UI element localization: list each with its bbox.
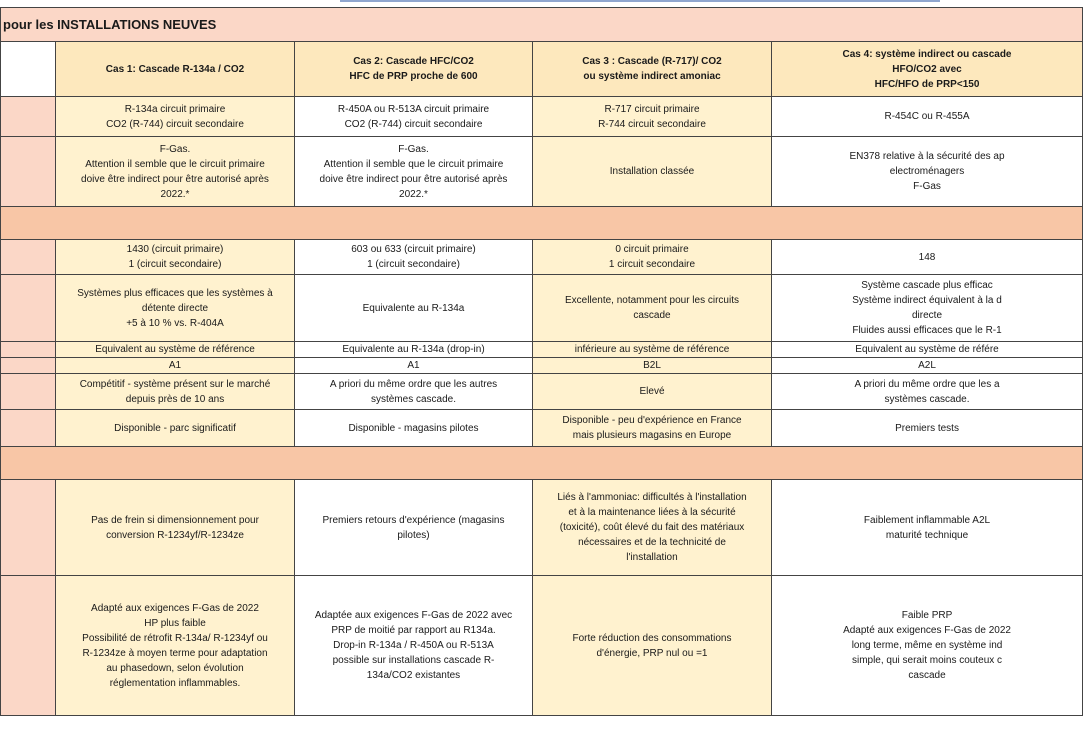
- cell-line: 2022.*: [160, 188, 190, 200]
- cell-line: 134a/CO2 existantes: [366, 670, 461, 681]
- table-cell-cas-2: [295, 240, 533, 275]
- table-cell-cas-1: [56, 275, 295, 342]
- cell-line: Equivalent au système de référe: [855, 344, 999, 355]
- table-cell-cas-4: [772, 97, 1083, 137]
- cell-line: Disponible - peu d'expérience en France: [562, 415, 742, 426]
- table-row: [1, 97, 1083, 137]
- cell-line: cascade: [633, 310, 671, 321]
- table-cell-cas-4: [772, 342, 1083, 358]
- table-title: pour les INSTALLATIONS NEUVES: [1, 8, 1083, 42]
- cell-line: Premiers tests: [895, 422, 959, 434]
- table-cell-cas-1: [56, 374, 295, 410]
- cell-line: systèmes cascade.: [370, 393, 457, 405]
- table-row: [1, 410, 1083, 447]
- header-blank-cell: [1, 42, 56, 97]
- table-row: [1, 137, 1083, 207]
- cell-line: Adapté aux exigences F-Gas de 2022: [843, 625, 1011, 636]
- table-cell-cas-4: [772, 480, 1083, 576]
- cell-line: long terme, même en système ind: [851, 640, 1003, 651]
- table-cell-cas-4: [772, 358, 1083, 374]
- cell-line: R-134a circuit primaire: [124, 103, 226, 115]
- row-label-cell: [1, 97, 56, 137]
- table-row: [1, 240, 1083, 275]
- table-row: [1, 374, 1083, 410]
- cell-line: HP plus faible: [144, 617, 206, 629]
- table-cell-cas-4: [772, 240, 1083, 275]
- cell-line: Systèmes plus efficaces que les systèmes à: [77, 287, 273, 299]
- cell-line: A1: [168, 360, 182, 371]
- cell-line: Disponible - magasins pilotes: [348, 422, 479, 434]
- table-cell-cas-1: [56, 480, 295, 576]
- cell-line: Cas 3 : Cascade (R-717)/ CO2: [582, 56, 722, 67]
- section-band: [1, 207, 1083, 240]
- cell-line: CO2 (R-744) circuit secondaire: [106, 118, 244, 130]
- cell-line: détente directe: [141, 302, 209, 314]
- cell-line: Equivalente au R-134a (drop-in): [342, 344, 485, 355]
- cell-line: 1 (circuit secondaire): [367, 259, 460, 270]
- table-cell-cas-4: [772, 374, 1083, 410]
- cell-line: pilotes): [397, 529, 430, 541]
- table-cell-cas-3: [533, 137, 772, 207]
- table-cell-cas-3: [533, 374, 772, 410]
- cell-line: R-450A ou R-513A circuit primaire: [337, 103, 490, 115]
- table-row: [1, 576, 1083, 716]
- cell-line: HFC/HFO de PRP<150: [874, 78, 980, 90]
- cell-line: Adaptée aux exigences F-Gas de 2022 avec: [314, 610, 513, 621]
- section-band-cell: [1, 207, 1083, 240]
- cell-line: electroménagers: [889, 166, 965, 177]
- table-cell-cas-2: [295, 137, 533, 207]
- cell-line: CO2 (R-744) circuit secondaire: [344, 118, 483, 130]
- column-header-cas-1: [56, 42, 295, 97]
- table-cell-cas-3: [533, 358, 772, 374]
- row-label-cell: [1, 358, 56, 374]
- cell-line: 603 ou 633 (circuit primaire): [351, 244, 476, 255]
- cell-line: Système cascade plus efficac: [861, 280, 993, 291]
- cell-line: directe: [912, 310, 943, 321]
- cell-line: Excellente, notamment pour les circuits: [565, 295, 739, 306]
- cell-line: Pas de frein si dimensionnement pour: [91, 514, 259, 526]
- cell-line: HFO/CO2 avec: [892, 63, 962, 75]
- row-label-cell: [1, 275, 56, 342]
- cell-line: 148: [918, 251, 936, 263]
- cell-line: depuis près de 10 ans: [125, 393, 225, 405]
- cell-line: Compétitif - système présent sur le marché: [79, 378, 271, 390]
- cell-line: Fluides aussi efficaces que le R-1: [852, 325, 1002, 336]
- cell-line: R-1234ze à moyen terme pour adaptation: [82, 647, 268, 659]
- cell-line: ou système indirect amoniac: [583, 71, 721, 82]
- cell-line: Premiers retours d'expérience (magasins: [322, 514, 505, 526]
- cell-line: Equivalent au système de référence: [95, 344, 255, 355]
- cell-line: 2022.*: [399, 188, 428, 200]
- cell-line: Elevé: [639, 386, 665, 397]
- cell-line: mais plusieurs magasins en Europe: [572, 430, 732, 441]
- cell-line: maturité technique: [885, 529, 969, 541]
- cell-line: B2L: [643, 360, 661, 371]
- cell-line: systèmes cascade.: [884, 393, 970, 405]
- table-cell-cas-2: [295, 374, 533, 410]
- cell-line: F-Gas.: [398, 143, 429, 155]
- cell-line: R-454C ou R-455A: [884, 111, 970, 122]
- table-cell-cas-2: [295, 275, 533, 342]
- table-cell-cas-2: [295, 576, 533, 716]
- table-cell-cas-1: [56, 410, 295, 447]
- section-band-cell: [1, 447, 1083, 480]
- row-label-cell: [1, 480, 56, 576]
- column-header-cas-3: [533, 42, 772, 97]
- table-cell-cas-3: [533, 410, 772, 447]
- cell-line: Drop-in R-134a / R-450A ou R-513A: [333, 640, 494, 651]
- row-label-cell: [1, 240, 56, 275]
- table-cell-cas-1: [56, 358, 295, 374]
- cell-line: nécessaires et de la technicité de: [578, 537, 726, 548]
- table-cell-cas-1: [56, 342, 295, 358]
- cell-line: A1: [407, 360, 420, 371]
- row-label-cell: [1, 342, 56, 358]
- table-cell-cas-2: [295, 97, 533, 137]
- cell-line: F-Gas: [913, 181, 941, 192]
- table-cell-cas-4: [772, 576, 1083, 716]
- cell-line: +5 à 10 % vs. R-404A: [126, 317, 224, 329]
- cell-line: Cas 4: système indirect ou cascade: [842, 48, 1012, 60]
- table-cell-cas-4: [772, 137, 1083, 207]
- row-label-cell: [1, 410, 56, 447]
- cell-line: A2L: [918, 360, 936, 371]
- cell-line: Installation classée: [609, 166, 695, 177]
- table-cell-cas-3: [533, 576, 772, 716]
- cell-line: A priori du même ordre que les a: [854, 378, 1000, 390]
- table-cell-cas-2: [295, 342, 533, 358]
- table-cell-cas-4: [772, 275, 1083, 342]
- cell-line: (toxicité), coût élevé du fait des matériaux: [559, 522, 745, 533]
- cell-line: Disponible - parc significatif: [114, 422, 236, 434]
- table-cell-cas-2: [295, 410, 533, 447]
- table-cell-cas-1: [56, 576, 295, 716]
- cell-line: doive être indirect pour être autorisé après: [319, 173, 508, 185]
- table-row: [1, 358, 1083, 374]
- cell-line: 0 circuit primaire: [615, 244, 689, 255]
- column-header-cas-2: [295, 42, 533, 97]
- table-cell-cas-1: [56, 240, 295, 275]
- cell-line: Equivalente au R-134a: [362, 302, 465, 314]
- table-cell-cas-2: [295, 480, 533, 576]
- cell-line: inférieure au système de référence: [574, 344, 730, 355]
- cell-line: doive être indirect pour être autorisé après: [81, 173, 269, 185]
- table-cell-cas-3: [533, 240, 772, 275]
- comparison-table: [0, 7, 1083, 716]
- cell-line: Adapté aux exigences F-Gas de 2022: [91, 602, 259, 614]
- table-cell-cas-1: [56, 137, 295, 207]
- blue-rule: [340, 0, 940, 2]
- cell-line: Liés à l'ammoniac: difficultés à l'installation: [557, 492, 747, 503]
- cell-line: HFC de PRP proche de 600: [349, 71, 478, 82]
- cell-line: et à la maintenance liées à la sécurité: [568, 507, 736, 518]
- cell-line: Possibilité de rétrofit R-134a/ R-1234yf ou: [82, 632, 268, 644]
- table-row: [1, 480, 1083, 576]
- table-row: [1, 342, 1083, 358]
- cell-line: Forte réduction des consommations: [572, 632, 732, 644]
- table-cell-cas-2: [295, 358, 533, 374]
- cell-line: l'installation: [626, 552, 678, 563]
- cell-line: Attention il semble que le circuit primaire: [323, 158, 504, 170]
- cell-line: Faiblement inflammable A2L: [863, 514, 991, 526]
- cell-line: EN378 relative à la sécurité des ap: [849, 151, 1005, 162]
- cell-line: Attention il semble que le circuit primaire: [85, 158, 265, 170]
- cell-line: A priori du même ordre que les autres: [329, 378, 498, 390]
- cell-line: d'énergie, PRP nul ou =1: [596, 647, 708, 659]
- cell-line: conversion R-1234yf/R-1234ze: [106, 529, 244, 541]
- cell-line: cascade: [908, 670, 946, 681]
- cell-line: 1 circuit secondaire: [608, 259, 696, 270]
- cell-line: possible sur installations cascade R-: [332, 655, 495, 666]
- table-cell-cas-3: [533, 97, 772, 137]
- table-cell-cas-3: [533, 342, 772, 358]
- table-cell-cas-3: [533, 275, 772, 342]
- top-edge: [0, 0, 960, 7]
- cell-line: simple, qui serait moins couteux c: [851, 655, 1003, 666]
- row-label-cell: [1, 374, 56, 410]
- cell-line: Cas 2: Cascade HFC/CO2: [353, 56, 474, 67]
- section-band: [1, 447, 1083, 480]
- table-cell-cas-1: [56, 97, 295, 137]
- column-header-cas-4: [772, 42, 1083, 97]
- cell-line: R-744 circuit secondaire: [598, 118, 706, 130]
- row-label-cell: [1, 576, 56, 716]
- cell-line: 1 (circuit secondaire): [128, 259, 222, 270]
- cell-line: PRP de moitié par rapport au R134a.: [331, 625, 496, 636]
- cell-line: réglementation inflammables.: [109, 677, 241, 689]
- cell-line: Cas 1: Cascade R-134a / CO2: [105, 63, 245, 75]
- table-cell-cas-4: [772, 410, 1083, 447]
- cell-line: au phasedown, selon évolution: [106, 662, 244, 674]
- cell-line: F-Gas.: [159, 143, 191, 155]
- cell-line: 1430 (circuit primaire): [126, 244, 224, 255]
- cell-line: R-717 circuit primaire: [604, 103, 700, 115]
- table-cell-cas-3: [533, 480, 772, 576]
- cell-line: Faible PRP: [901, 610, 953, 621]
- table-row: [1, 275, 1083, 342]
- cell-line: Système indirect équivalent à la d: [852, 295, 1002, 306]
- row-label-cell: [1, 137, 56, 207]
